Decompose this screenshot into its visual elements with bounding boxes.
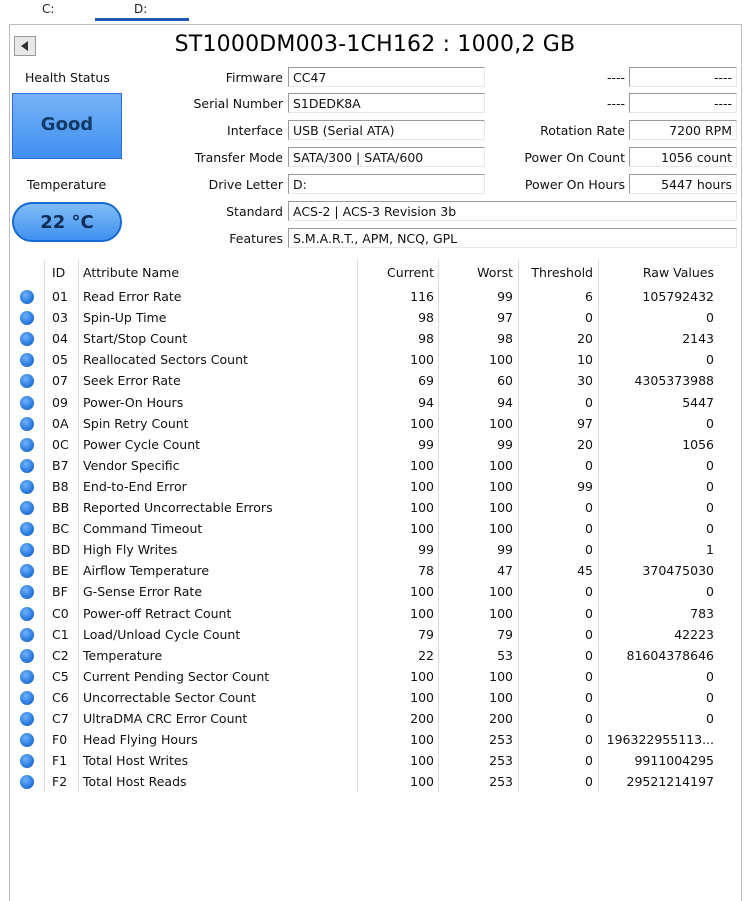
attribute-name: Load/Unload Cycle Count [83, 626, 241, 642]
attribute-name: Uncorrectable Sector Count [83, 689, 256, 705]
attribute-current: 99 [418, 542, 434, 558]
health-status-badge[interactable] [12, 93, 122, 159]
attribute-raw-value: 370475030 [642, 563, 714, 579]
attribute-raw-value: 0 [706, 310, 714, 326]
table-row[interactable] [14, 371, 720, 392]
attribute-worst: 79 [497, 626, 513, 642]
status-dot-icon [20, 543, 34, 557]
attribute-raw-value: 5447 [682, 394, 714, 410]
attribute-name: Seek Error Rate [83, 373, 181, 389]
column-header-attribute-name[interactable]: Attribute Name [83, 265, 180, 280]
column-header-id[interactable]: ID [52, 265, 66, 280]
attribute-worst: 60 [497, 373, 513, 389]
attribute-id: B7 [52, 457, 69, 473]
drive-letter-field: D: [288, 174, 485, 194]
attribute-name: High Fly Writes [83, 542, 178, 558]
status-dot-icon [20, 712, 34, 726]
serial-number-field: S1DEDK8A [288, 93, 485, 113]
interface-field: USB (Serial ATA) [288, 120, 485, 140]
table-row[interactable] [14, 772, 720, 793]
status-dot-icon [20, 607, 34, 621]
attribute-worst: 99 [497, 289, 513, 304]
table-row[interactable] [14, 688, 720, 709]
status-dot-icon [20, 290, 34, 304]
table-row[interactable] [14, 604, 720, 625]
table-row[interactable] [14, 709, 720, 730]
drive-letter-label: Drive Letter [208, 177, 283, 192]
features-label: Features [229, 231, 283, 246]
attribute-threshold: 0 [585, 774, 593, 790]
column-header-threshold[interactable]: Threshold [531, 265, 593, 280]
attribute-threshold: 20 [577, 331, 593, 347]
attribute-worst: 47 [497, 563, 513, 579]
attribute-threshold: 0 [585, 605, 593, 621]
attribute-current: 79 [418, 626, 434, 642]
firmware-label: Firmware [225, 70, 283, 85]
attribute-name: End-to-End Error [83, 478, 187, 494]
attribute-name: Command Timeout [83, 521, 203, 537]
table-row[interactable] [14, 540, 720, 561]
status-dot-icon [20, 501, 34, 515]
attribute-name: G-Sense Error Rate [83, 584, 203, 600]
smart-attributes-table [14, 260, 720, 800]
attribute-raw-value: 2143 [682, 331, 714, 347]
attribute-worst: 100 [489, 521, 513, 537]
unknown-label-2: ---- [606, 96, 625, 111]
attribute-raw-value: 0 [706, 500, 714, 515]
table-row[interactable] [14, 308, 720, 329]
attribute-current: 98 [418, 310, 434, 326]
attribute-worst: 99 [497, 542, 513, 558]
attribute-id: F1 [52, 753, 68, 769]
attribute-id: BC [52, 521, 70, 537]
attribute-threshold: 0 [585, 394, 593, 410]
status-dot-icon [20, 480, 34, 494]
attribute-id: BB [52, 500, 70, 515]
attribute-raw-value: 0 [706, 584, 714, 600]
attribute-id: B8 [52, 478, 69, 494]
attribute-threshold: 0 [585, 500, 593, 515]
status-dot-icon [20, 522, 34, 536]
drive-title: ST1000DM003-1CH162 : 1000,2 GB [174, 32, 576, 57]
attribute-current: 116 [410, 289, 434, 304]
attribute-worst: 253 [489, 753, 513, 769]
attribute-raw-value: 783 [690, 605, 714, 621]
column-header-worst[interactable]: Worst [477, 265, 513, 280]
table-row[interactable] [14, 393, 720, 414]
attribute-threshold: 0 [585, 542, 593, 558]
attribute-current: 69 [418, 373, 434, 389]
temperature-label: Temperature [27, 177, 107, 192]
attribute-threshold: 0 [585, 521, 593, 537]
attribute-worst: 100 [489, 415, 513, 431]
status-dot-icon [20, 649, 34, 663]
temperature-badge[interactable] [12, 202, 122, 242]
status-dot-icon [20, 691, 34, 705]
attribute-worst: 97 [497, 310, 513, 326]
features-field: S.M.A.R.T., APM, NCQ, GPL [288, 228, 737, 248]
table-row[interactable] [14, 414, 720, 435]
attribute-current: 100 [410, 352, 434, 368]
rotation-rate-field: 7200 RPM [629, 120, 737, 140]
table-row[interactable] [14, 519, 720, 540]
interface-label: Interface [227, 123, 283, 138]
attribute-threshold: 0 [585, 753, 593, 769]
attribute-name: Start/Stop Count [83, 331, 188, 347]
serial-number-label: Serial Number [193, 96, 283, 111]
status-dot-icon [20, 459, 34, 473]
attribute-threshold: 0 [585, 732, 593, 748]
attribute-threshold: 20 [577, 436, 593, 452]
table-row[interactable] [14, 477, 720, 498]
attribute-worst: 100 [489, 605, 513, 621]
attribute-id: 09 [52, 394, 68, 410]
attribute-worst: 100 [489, 457, 513, 473]
attribute-worst: 253 [489, 732, 513, 748]
table-row[interactable] [14, 561, 720, 582]
table-row[interactable] [14, 582, 720, 603]
table-row[interactable] [14, 329, 720, 350]
status-dot-icon [20, 775, 34, 789]
attribute-name: Reported Uncorrectable Errors [83, 500, 273, 515]
attribute-name: UltraDMA CRC Error Count [83, 711, 248, 726]
attribute-id: C1 [52, 626, 69, 642]
attribute-worst: 53 [497, 647, 513, 663]
attribute-current: 100 [410, 605, 434, 621]
status-dot-icon [20, 733, 34, 747]
attribute-current: 100 [410, 500, 434, 515]
health-status-value: Good [40, 113, 94, 135]
attribute-current: 100 [410, 753, 434, 769]
attribute-name: Power Cycle Count [83, 436, 201, 452]
status-dot-icon [20, 417, 34, 431]
standard-field: ACS-2 | ACS-3 Revision 3b [288, 201, 737, 221]
attribute-id: C0 [52, 605, 69, 621]
status-dot-icon [20, 564, 34, 578]
active-tab-indicator [95, 18, 189, 21]
attribute-id: 0C [52, 436, 69, 452]
attribute-threshold: 6 [585, 289, 593, 304]
column-header-current[interactable]: Current [387, 265, 434, 280]
attribute-current: 200 [410, 711, 434, 726]
attribute-id: 03 [52, 310, 68, 326]
attribute-raw-value: 0 [706, 521, 714, 537]
attribute-id: 04 [52, 331, 68, 347]
attribute-id: 0A [52, 415, 69, 431]
attribute-id: BD [52, 542, 71, 558]
attribute-name: Total Host Reads [83, 774, 187, 790]
power-on-count-field: 1056 count [629, 147, 737, 167]
attribute-id: C5 [52, 668, 69, 684]
attribute-name: Read Error Rate [83, 289, 182, 304]
attribute-current: 100 [410, 774, 434, 790]
attribute-id: BF [52, 584, 68, 600]
attribute-threshold: 0 [585, 668, 593, 684]
attribute-current: 100 [410, 732, 434, 748]
attribute-current: 100 [410, 668, 434, 684]
attribute-raw-value: 81604378646 [626, 647, 714, 663]
attribute-current: 100 [410, 689, 434, 705]
attribute-threshold: 0 [585, 689, 593, 705]
attribute-raw-value: 0 [706, 352, 714, 368]
attribute-raw-value: 0 [706, 457, 714, 473]
attribute-raw-value: 0 [706, 415, 714, 431]
drive-tabs [0, 0, 750, 24]
attribute-current: 100 [410, 521, 434, 537]
table-row[interactable] [14, 498, 720, 519]
attribute-worst: 94 [497, 394, 513, 410]
rotation-rate-label: Rotation Rate [540, 123, 625, 138]
tab-drive-d[interactable]: D: [134, 2, 148, 16]
attribute-current: 99 [418, 436, 434, 452]
attribute-raw-value: 9911004295 [634, 753, 714, 769]
attribute-current: 100 [410, 457, 434, 473]
attribute-threshold: 0 [585, 457, 593, 473]
table-row[interactable] [14, 625, 720, 646]
attribute-current: 22 [418, 647, 434, 663]
attribute-current: 98 [418, 331, 434, 347]
attribute-threshold: 30 [577, 373, 593, 389]
attribute-raw-value: 0 [706, 711, 714, 726]
attribute-worst: 253 [489, 774, 513, 790]
attribute-raw-value: 4305373988 [634, 373, 714, 389]
attribute-current: 100 [410, 478, 434, 494]
attribute-threshold: 45 [577, 563, 593, 579]
attribute-threshold: 0 [585, 647, 593, 663]
attribute-current: 94 [418, 394, 434, 410]
attribute-name: Vendor Specific [83, 457, 180, 473]
status-dot-icon [20, 438, 34, 452]
attribute-name: Total Host Writes [83, 753, 189, 769]
attribute-worst: 98 [497, 331, 513, 347]
attribute-raw-value: 196322955113... [606, 732, 714, 748]
standard-label: Standard [226, 204, 283, 219]
attribute-worst: 100 [489, 668, 513, 684]
attribute-raw-value: 1 [706, 542, 714, 558]
attribute-raw-value: 0 [706, 689, 714, 705]
attribute-threshold: 0 [585, 310, 593, 326]
attribute-threshold: 99 [577, 478, 593, 494]
unknown-label-1: ---- [606, 70, 625, 85]
attribute-raw-value: 29521214197 [626, 774, 714, 790]
table-row[interactable] [14, 456, 720, 477]
unknown-field-1: ---- [629, 67, 737, 87]
attribute-name: Spin-Up Time [83, 310, 167, 326]
attribute-worst: 100 [489, 584, 513, 600]
attribute-raw-value: 105792432 [642, 289, 714, 304]
attribute-id: C6 [52, 689, 69, 705]
status-dot-icon [20, 670, 34, 684]
attribute-name: Current Pending Sector Count [83, 668, 270, 684]
temperature-value: 22 °C [40, 211, 94, 233]
attribute-worst: 100 [489, 689, 513, 705]
attribute-worst: 100 [489, 352, 513, 368]
attribute-id: C7 [52, 711, 69, 726]
attribute-raw-value: 42223 [674, 626, 714, 642]
attribute-current: 100 [410, 584, 434, 600]
attribute-name: Spin Retry Count [83, 415, 189, 431]
table-row[interactable] [14, 646, 720, 667]
status-dot-icon [20, 754, 34, 768]
attribute-worst: 200 [489, 711, 513, 726]
unknown-field-2: ---- [629, 93, 737, 113]
attribute-current: 78 [418, 563, 434, 579]
status-dot-icon [20, 628, 34, 642]
power-on-hours-field: 5447 hours [629, 174, 737, 194]
attribute-name: Power-off Retract Count [83, 605, 232, 621]
attribute-id: 05 [52, 352, 68, 368]
attribute-id: 07 [52, 373, 68, 389]
transfer-mode-field: SATA/300 | SATA/600 [288, 147, 485, 167]
attribute-raw-value: 1056 [682, 436, 714, 452]
status-dot-icon [20, 374, 34, 388]
attribute-current: 100 [410, 415, 434, 431]
table-row[interactable] [14, 730, 720, 751]
power-on-hours-label: Power On Hours [524, 177, 625, 192]
attribute-name: Reallocated Sectors Count [83, 352, 248, 368]
attribute-name: Head Flying Hours [83, 732, 198, 748]
attribute-raw-value: 0 [706, 478, 714, 494]
transfer-mode-label: Transfer Mode [194, 150, 283, 165]
attribute-threshold: 0 [585, 626, 593, 642]
attribute-raw-value: 0 [706, 668, 714, 684]
attribute-worst: 99 [497, 436, 513, 452]
attribute-name: Airflow Temperature [83, 563, 210, 579]
attribute-worst: 100 [489, 500, 513, 515]
attribute-id: F2 [52, 774, 68, 790]
attribute-worst: 100 [489, 478, 513, 494]
health-status-label: Health Status [25, 70, 110, 85]
table-row[interactable] [14, 287, 720, 308]
table-row[interactable] [14, 667, 720, 688]
status-dot-icon [20, 396, 34, 410]
attribute-threshold: 10 [577, 352, 593, 368]
attribute-threshold: 0 [585, 584, 593, 600]
table-row[interactable] [14, 350, 720, 371]
attribute-id: F0 [52, 732, 68, 748]
attribute-id: 01 [52, 289, 68, 304]
status-dot-icon [20, 332, 34, 346]
attribute-threshold: 0 [585, 711, 593, 726]
table-row[interactable] [14, 435, 720, 456]
power-on-count-label: Power On Count [524, 150, 625, 165]
attribute-name: Power-On Hours [83, 394, 184, 410]
attribute-threshold: 97 [577, 415, 593, 431]
status-dot-icon [20, 585, 34, 599]
attribute-name: Temperature [83, 647, 163, 663]
attribute-id: C2 [52, 647, 69, 663]
tab-drive-c[interactable]: C: [42, 2, 55, 16]
attribute-id: BE [52, 563, 69, 579]
status-dot-icon [20, 353, 34, 367]
firmware-field: CC47 [288, 67, 485, 87]
table-row[interactable] [14, 751, 720, 772]
status-dot-icon [20, 311, 34, 325]
column-header-raw-values[interactable]: Raw Values [642, 265, 714, 280]
